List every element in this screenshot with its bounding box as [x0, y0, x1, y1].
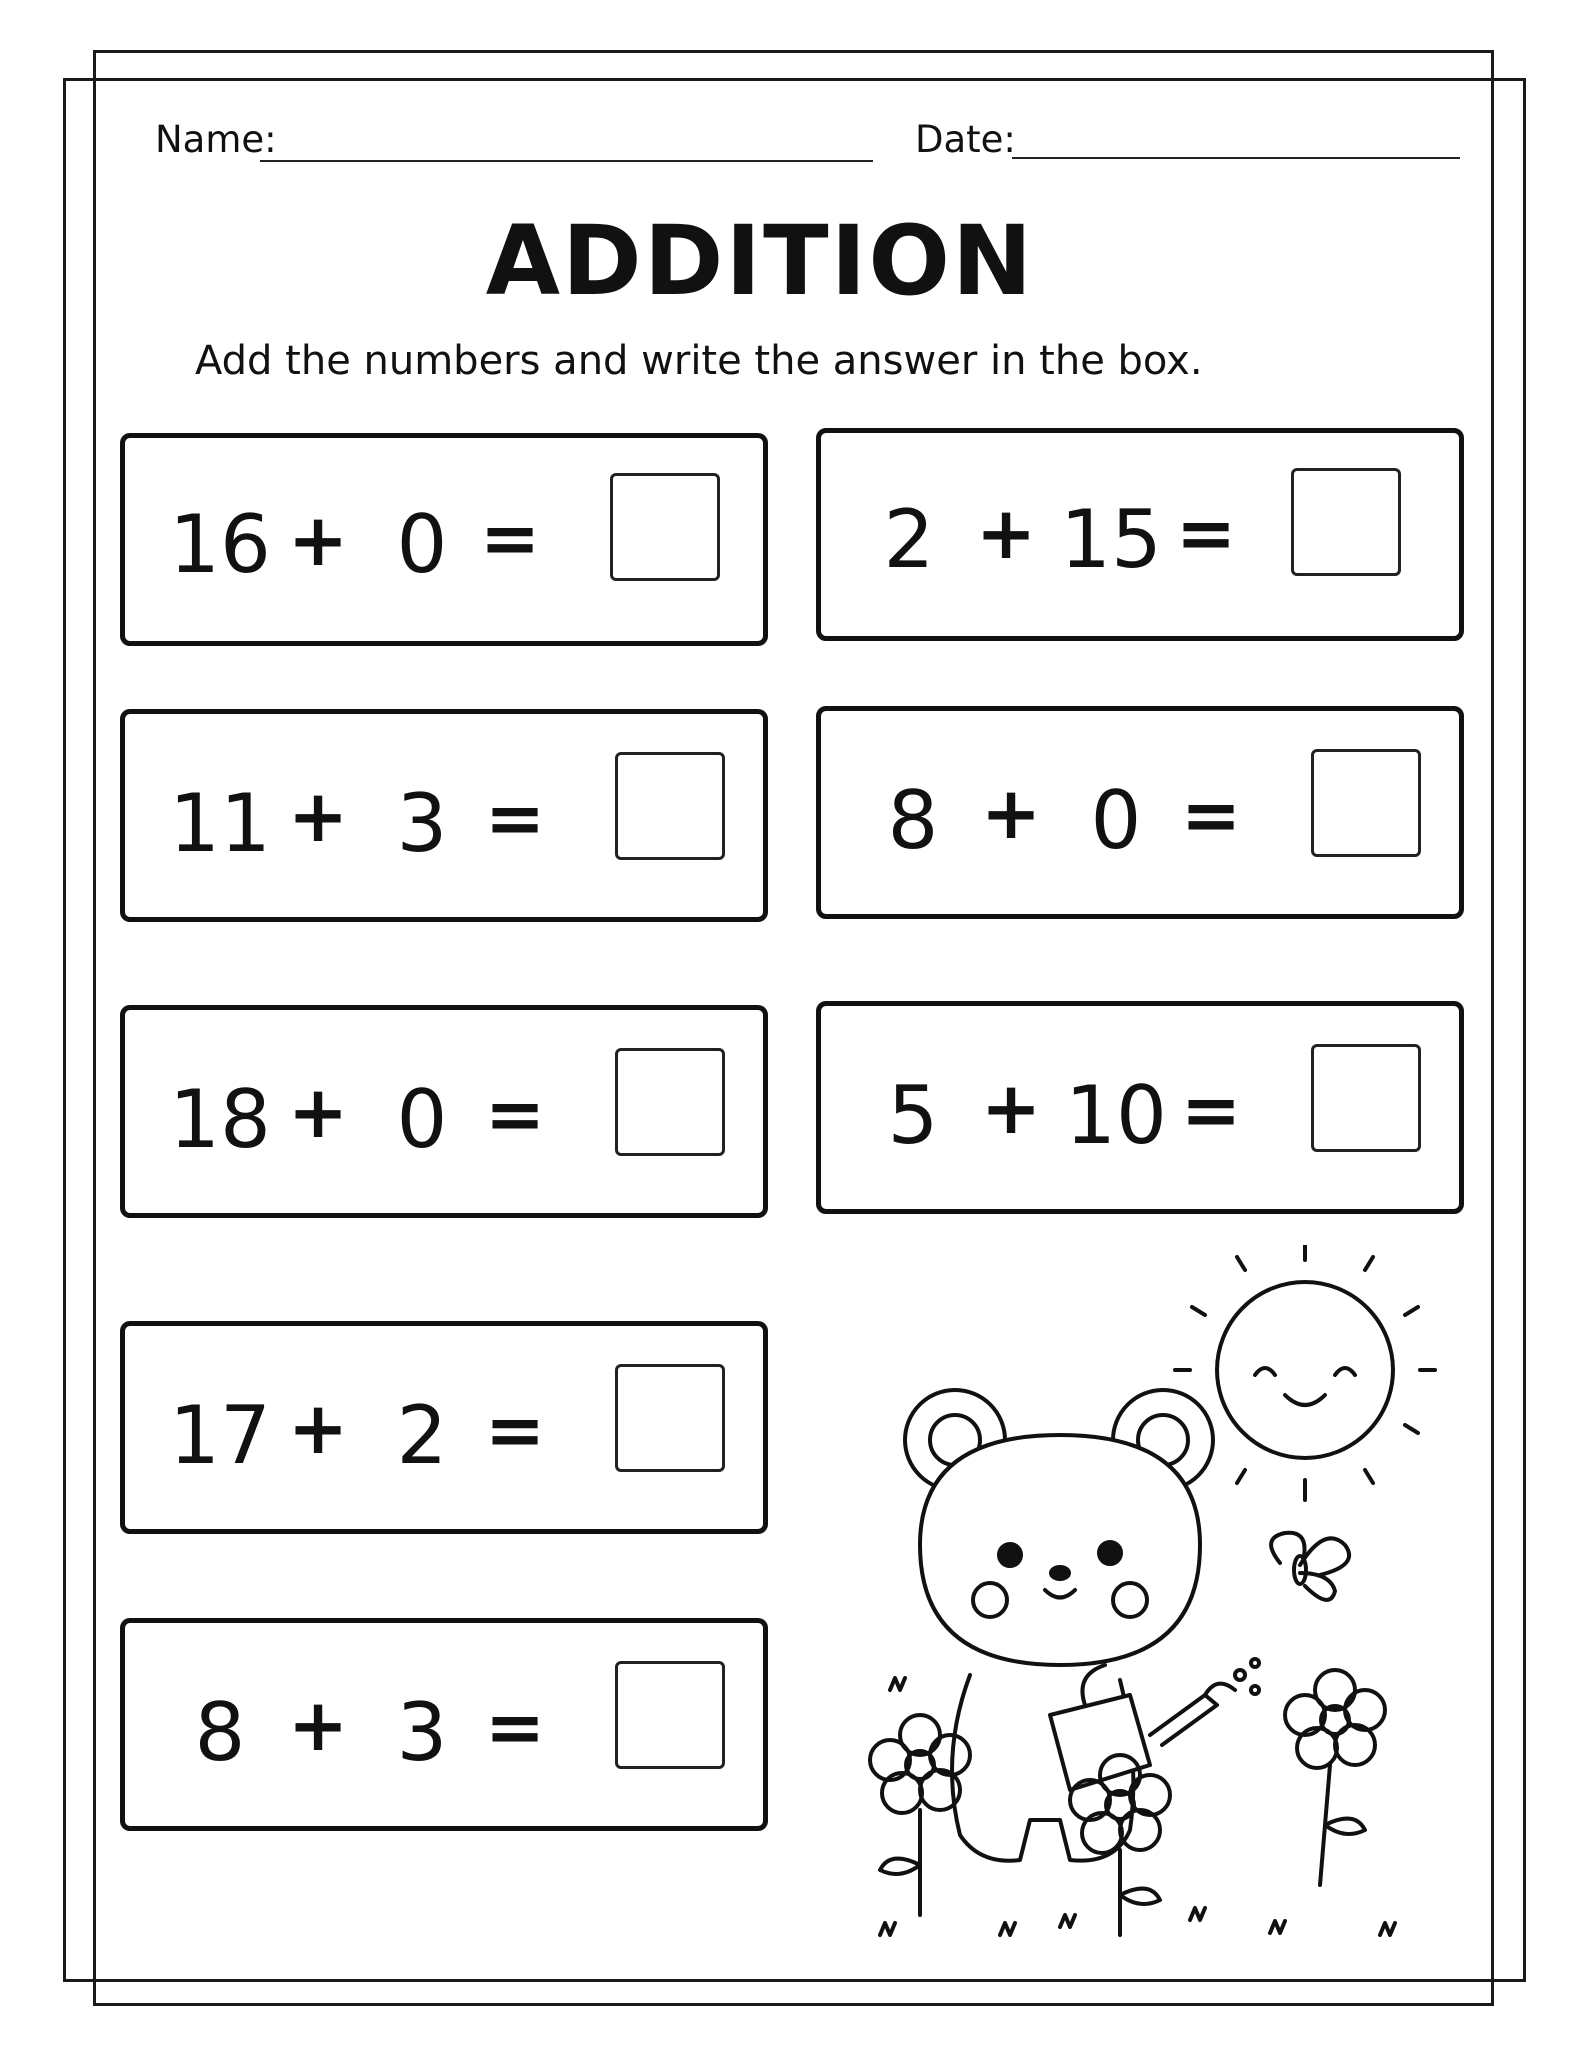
addend-a: 2: [883, 493, 935, 586]
addend-a: 16: [169, 498, 271, 591]
problem-card: [120, 709, 768, 922]
equals-sign: =: [484, 1388, 546, 1472]
equals-sign: =: [484, 1685, 546, 1769]
addend-b: 15: [1060, 493, 1162, 586]
answer-box[interactable]: [1311, 1044, 1421, 1152]
addend-a: 11: [169, 777, 271, 870]
bear-icon: [905, 1390, 1213, 1861]
answer-box[interactable]: [1311, 749, 1421, 857]
addend-b: 2: [396, 1389, 448, 1482]
equals-sign: =: [484, 1072, 546, 1156]
sun-icon: [1175, 1245, 1435, 1500]
problem-card: [120, 433, 768, 646]
name-label: Name:: [155, 118, 277, 161]
addend-b: 10: [1065, 1069, 1167, 1162]
addend-a: 5: [887, 1069, 939, 1162]
bear-garden-illustration: [860, 1245, 1440, 1945]
butterfly-icon: [1271, 1533, 1349, 1600]
problem-card: [120, 1321, 768, 1534]
answer-box[interactable]: [615, 1048, 725, 1156]
addend-a: 8: [887, 774, 939, 867]
addend-b: 3: [396, 1686, 448, 1779]
name-field[interactable]: [260, 160, 873, 162]
problem-card: [120, 1005, 768, 1218]
problem-card: [816, 428, 1464, 641]
addend-a: 8: [194, 1686, 246, 1779]
addend-b: 3: [396, 777, 448, 870]
plus-sign: +: [287, 1386, 349, 1470]
addend-b: 0: [396, 498, 448, 591]
answer-box[interactable]: [615, 1661, 725, 1769]
addend-b: 0: [396, 1073, 448, 1166]
answer-box[interactable]: [615, 752, 725, 860]
equals-sign: =: [1180, 773, 1242, 857]
answer-box[interactable]: [1291, 468, 1401, 576]
equals-sign: =: [479, 496, 541, 580]
plus-sign: +: [287, 498, 349, 582]
plus-sign: +: [980, 1066, 1042, 1150]
answer-box[interactable]: [610, 473, 720, 581]
problem-card: [816, 1001, 1464, 1214]
watering-can-icon: [1050, 1659, 1259, 1790]
plus-sign: +: [287, 774, 349, 858]
date-label: Date:: [915, 118, 1016, 161]
flower-icon: [1285, 1670, 1385, 1885]
plus-sign: +: [287, 1683, 349, 1767]
plus-sign: +: [975, 491, 1037, 575]
equals-sign: =: [1175, 491, 1237, 575]
addend-b: 0: [1090, 774, 1142, 867]
plus-sign: +: [287, 1070, 349, 1154]
answer-box[interactable]: [615, 1364, 725, 1472]
equals-sign: =: [1180, 1068, 1242, 1152]
addend-a: 18: [169, 1073, 271, 1166]
date-field[interactable]: [1012, 157, 1460, 159]
instructions: Add the numbers and write the answer in the box.: [195, 338, 1203, 384]
equals-sign: =: [484, 776, 546, 860]
problem-card: [816, 706, 1464, 919]
page-title: ADDITION: [485, 205, 1035, 317]
addend-a: 17: [169, 1389, 271, 1482]
problem-card: [120, 1618, 768, 1831]
plus-sign: +: [980, 771, 1042, 855]
